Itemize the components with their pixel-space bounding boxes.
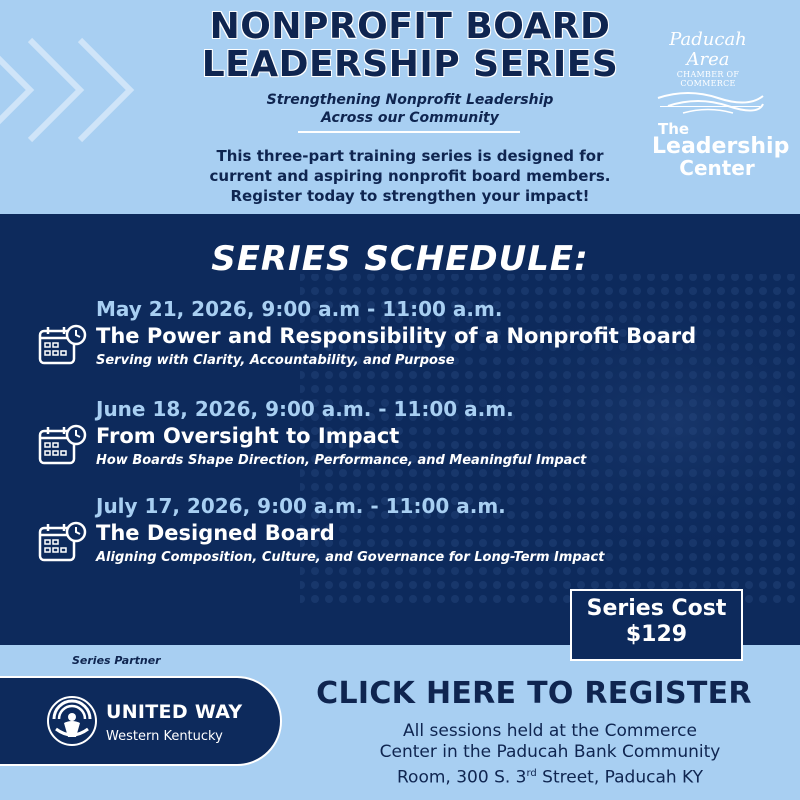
partner-label: Series Partner xyxy=(72,654,161,667)
intro-text xyxy=(160,146,660,206)
united-way-logo-icon xyxy=(44,693,100,749)
venue-line-3-sup: rd xyxy=(526,768,537,779)
leadership-center-logo xyxy=(652,120,790,187)
register-link[interactable]: CLICK HERE TO REGISTER xyxy=(316,676,752,711)
venue-line-2: Center in the Paducah Bank Community xyxy=(379,742,721,762)
chamber-logo-subtitle: CHAMBER OF COMMERCE xyxy=(676,70,740,88)
session-date: May 21, 2026, 9:00 a.m - 11:00 a.m. xyxy=(96,297,503,321)
title-line-2: LEADERSHIP SERIES xyxy=(201,44,619,85)
logo-divider xyxy=(660,106,760,107)
venue-line-3-b: Street, Paducah KY xyxy=(536,767,703,788)
venue-line-1: All sessions held at the Commerce xyxy=(403,721,697,741)
session-name: From Oversight to Impact xyxy=(96,424,400,448)
calendar-clock-icon xyxy=(38,423,88,467)
cost-price: $129 xyxy=(625,622,688,647)
leadership-logo-the: The xyxy=(658,120,690,138)
divider xyxy=(298,131,520,133)
united-way-region: Western Kentucky xyxy=(106,729,223,744)
series-cost-badge xyxy=(570,589,743,661)
chevron-decoration-icon xyxy=(0,30,170,150)
leadership-logo-center: Center xyxy=(679,156,755,180)
subtitle xyxy=(220,91,600,127)
schedule-section xyxy=(0,214,800,645)
calendar-clock-icon xyxy=(38,520,88,564)
session-tagline: Aligning Composition, Culture, and Governance for Long-Term Impact xyxy=(96,550,605,565)
leadership-logo-leadership: Leadership xyxy=(652,134,790,159)
intro-line-1: This three-part training series is designed for xyxy=(216,147,604,165)
session-tagline: Serving with Clarity, Accountability, and Purpose xyxy=(96,353,455,368)
title-line-1: NONPROFIT BOARD xyxy=(209,6,611,47)
chamber-logo-name: Paducah Area xyxy=(669,29,747,70)
session-date: July 17, 2026, 9:00 a.m. - 11:00 a.m. xyxy=(96,494,506,518)
venue-line-3-a: Room, 300 S. 3 xyxy=(397,767,527,788)
united-way-badge xyxy=(0,676,282,766)
intro-line-2: current and aspiring nonprofit board members. xyxy=(209,167,611,185)
schedule-title: SERIES SCHEDULE: xyxy=(211,239,589,279)
united-way-name: UNITED WAY xyxy=(106,701,243,723)
session-name: The Designed Board xyxy=(96,521,335,545)
intro-line-3: Register today to strengthen your impact! xyxy=(230,187,590,205)
subtitle-line-2: Across our Community xyxy=(321,110,499,126)
venue-line-3 xyxy=(350,763,750,789)
venue-text xyxy=(350,721,750,789)
subtitle-line-1: Strengthening Nonprofit Leadership xyxy=(266,92,554,108)
wave-icon xyxy=(648,88,768,118)
cost-label: Series Cost xyxy=(586,596,727,621)
calendar-clock-icon xyxy=(38,323,88,367)
page-title xyxy=(190,8,630,84)
header-band xyxy=(0,0,800,214)
chamber-logo xyxy=(648,30,768,105)
session-name: The Power and Responsibility of a Nonprofit Board xyxy=(96,324,697,348)
session-tagline: How Boards Shape Direction, Performance, and Meaningful Impact xyxy=(96,453,587,468)
session-date: June 18, 2026, 9:00 a.m. - 11:00 a.m. xyxy=(96,397,514,421)
